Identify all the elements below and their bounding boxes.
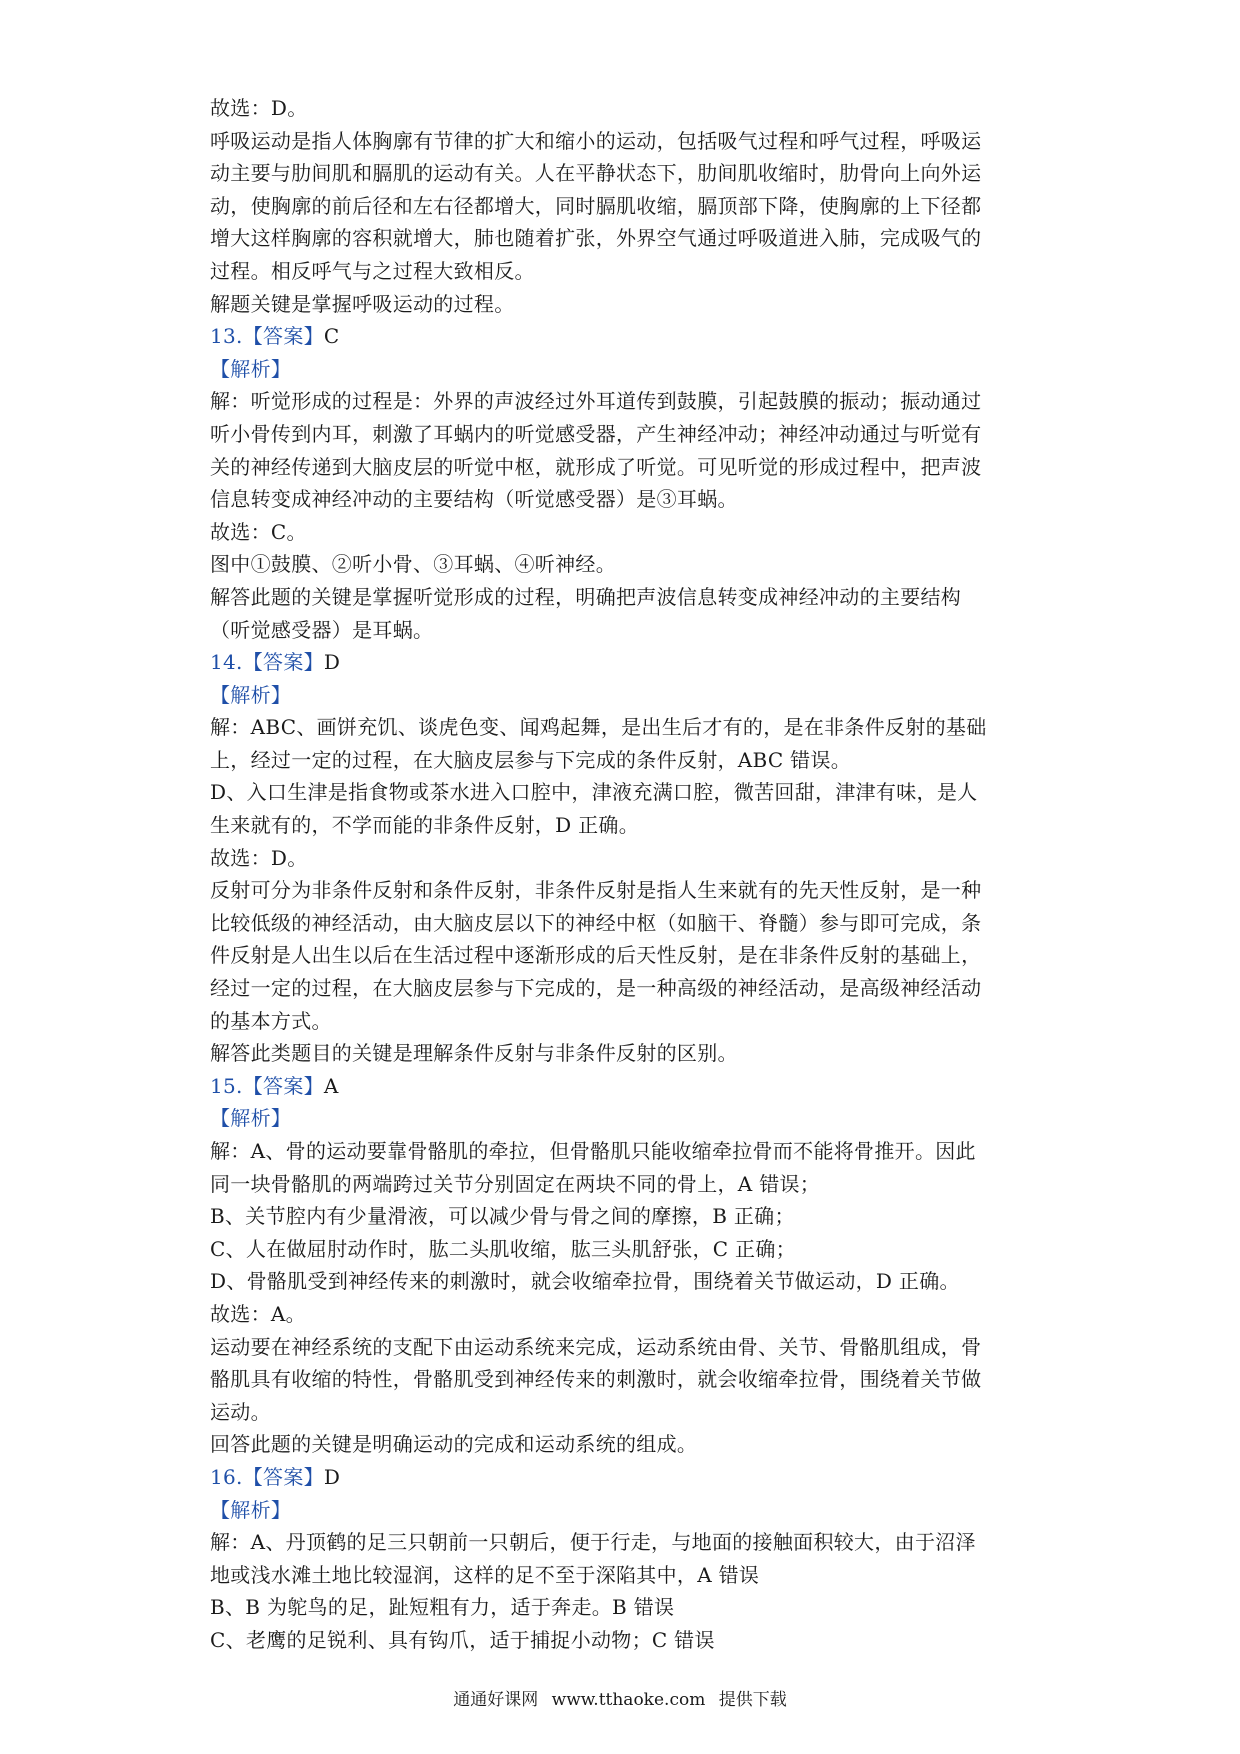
- text-line: 回答此题的关键是明确运动的完成和运动系统的组成。: [210, 1432, 698, 1457]
- text-line: B、B 为鸵鸟的足，趾短粗有力，适于奔走。B 错误: [210, 1595, 675, 1620]
- text-line: 解：A、骨的运动要靠骨骼肌的牵拉，但骨骼肌只能收缩牵拉骨而不能将骨推开。因此: [210, 1139, 976, 1163]
- page-body: [210, 92, 1040, 1657]
- text-line: 地或浅水滩土地比较湿润，这样的足不至于深陷其中，A 错误: [210, 1562, 760, 1587]
- answer-value: C: [323, 324, 340, 349]
- footer-url[interactable]: www.tthaoke.com: [551, 1690, 706, 1710]
- text-line: 听小骨传到内耳，刺激了耳蜗内的听觉感受器，产生神经冲动；神经冲动通过与听觉有: [210, 421, 982, 446]
- analysis-heading: 【解析】: [210, 682, 292, 707]
- answer-heading: [210, 320, 1040, 353]
- text-line: C、老鹰的足锐利、具有钩爪，适于捕捉小动物；C 错误: [210, 1627, 715, 1652]
- text-line: 的基本方式。: [210, 1008, 332, 1033]
- question-number: 14.: [210, 650, 243, 675]
- text-line: D、骨骼肌受到神经传来的刺激时，就会收缩牵拉骨，围绕着关节做运动，D 正确。: [210, 1269, 960, 1294]
- question-number: 15.: [210, 1073, 243, 1098]
- text-line: D、入口生津是指食物或茶水进入口腔中，津液充满口腔，微苦回甜，津津有味，是人: [210, 780, 978, 805]
- text-line: 解：A、丹顶鹤的足三只朝前一只朝后，便于行走，与地面的接触面积较大，由于沼泽: [210, 1530, 976, 1555]
- text-line: 关的神经传递到大脑皮层的听觉中枢，就形成了听觉。可见听觉的形成过程中，把声波: [210, 454, 982, 479]
- text-line: B、关节腔内有少量滑液，可以减少骨与骨之间的摩擦，B 正确；: [210, 1204, 795, 1229]
- text-line: 同一块骨骼肌的两端跨过关节分别固定在两块不同的骨上，A 错误；: [210, 1171, 821, 1196]
- text-line: 解题关键是掌握呼吸运动的过程。: [210, 291, 515, 316]
- answer-value: D: [323, 650, 341, 675]
- text-line: C、人在做屈肘动作时，肱二头肌收缩，肱三头肌舒张，C 正确；: [210, 1236, 796, 1261]
- text-line: 故选：D。: [210, 96, 308, 120]
- footer-tagline: 提供下载: [718, 1690, 787, 1710]
- text-line: 生来就有的，不学而能的非条件反射，D 正确。: [210, 813, 639, 838]
- text-line: 解答此类题目的关键是理解条件反射与非条件反射的区别。: [210, 1041, 738, 1066]
- answer-heading: [210, 1461, 1040, 1494]
- text-line: 运动。: [210, 1399, 271, 1424]
- answer-heading: [210, 1070, 1040, 1103]
- text-line: 信息转变成神经冲动的主要结构（听觉感受器）是③耳蜗。: [210, 487, 738, 512]
- text-line: 比较低级的神经活动，由大脑皮层以下的神经中枢（如脑干、脊髓）参与即可完成，条: [210, 910, 982, 935]
- text-line: 解：听觉形成的过程是：外界的声波经过外耳道传到鼓膜，引起鼓膜的振动；振动通过: [210, 389, 982, 414]
- text-line: 骼肌具有收缩的特性，骨骼肌受到神经传来的刺激时，就会收缩牵拉骨，围绕着关节做: [210, 1367, 982, 1392]
- text-line: 解答此题的关键是掌握听觉形成的过程，明确把声波信息转变成神经冲动的主要结构: [210, 584, 962, 609]
- analysis-heading: 【解析】: [210, 1106, 292, 1131]
- text-line: 反射可分为非条件反射和条件反射，非条件反射是指人生来就有的先天性反射，是一种: [210, 878, 982, 903]
- answer-value: A: [323, 1073, 339, 1098]
- answer-value: D: [323, 1464, 341, 1489]
- page-footer: [0, 1688, 1240, 1712]
- text-line: 故选：D。: [210, 845, 308, 870]
- answer-label: 【答案】: [242, 1464, 324, 1489]
- text-line: 呼吸运动是指人体胸廓有节律的扩大和缩小的运动，包括吸气过程和呼气过程，呼吸运: [210, 128, 982, 153]
- text-line: 故选：C。: [210, 519, 307, 544]
- text-line: 经过一定的过程，在大脑皮层参与下完成的，是一种高级的神经活动，是高级神经活动: [210, 976, 982, 1001]
- text-line: 动主要与肋间肌和膈肌的运动有关。人在平静状态下，肋间肌收缩时，肋骨向上向外运: [210, 161, 982, 186]
- answer-label: 【答案】: [242, 324, 324, 349]
- text-line: 解：ABC、画饼充饥、谈虎色变、闻鸡起舞，是出生后才有的，是在非条件反射的基础: [210, 715, 987, 740]
- question-number: 13.: [210, 324, 243, 349]
- analysis-heading: 【解析】: [210, 1497, 292, 1522]
- text-line: 上，经过一定的过程，在大脑皮层参与下完成的条件反射，ABC 错误。: [210, 747, 852, 772]
- analysis-heading: 【解析】: [210, 356, 292, 381]
- text-line: 过程。相反呼气与之过程大致相反。: [210, 258, 535, 283]
- text-line: （听觉感受器）是耳蜗。: [210, 617, 434, 642]
- answer-label: 【答案】: [242, 1073, 324, 1098]
- text-line: 故选：A。: [210, 1301, 306, 1326]
- text-line: 图中①鼓膜、②听小骨、③耳蜗、④听神经。: [210, 552, 616, 577]
- text-line: 增大这样胸廓的容积就增大，肺也随着扩张，外界空气通过呼吸道进入肺，完成吸气的: [210, 226, 982, 251]
- question-number: 16.: [210, 1464, 243, 1489]
- footer-site-name: 通通好课网: [453, 1690, 539, 1710]
- answer-heading: [210, 646, 1040, 679]
- text-line: 运动要在神经系统的支配下由运动系统来完成，运动系统由骨、关节、骨骼肌组成，骨: [210, 1334, 982, 1359]
- text-line: 件反射是人出生以后在生活过程中逐渐形成的后天性反射，是在非条件反射的基础上，: [210, 943, 982, 968]
- answer-label: 【答案】: [242, 650, 324, 675]
- text-line: 动，使胸廓的前后径和左右径都增大，同时膈肌收缩，膈顶部下降，使胸廓的上下径都: [210, 193, 982, 218]
